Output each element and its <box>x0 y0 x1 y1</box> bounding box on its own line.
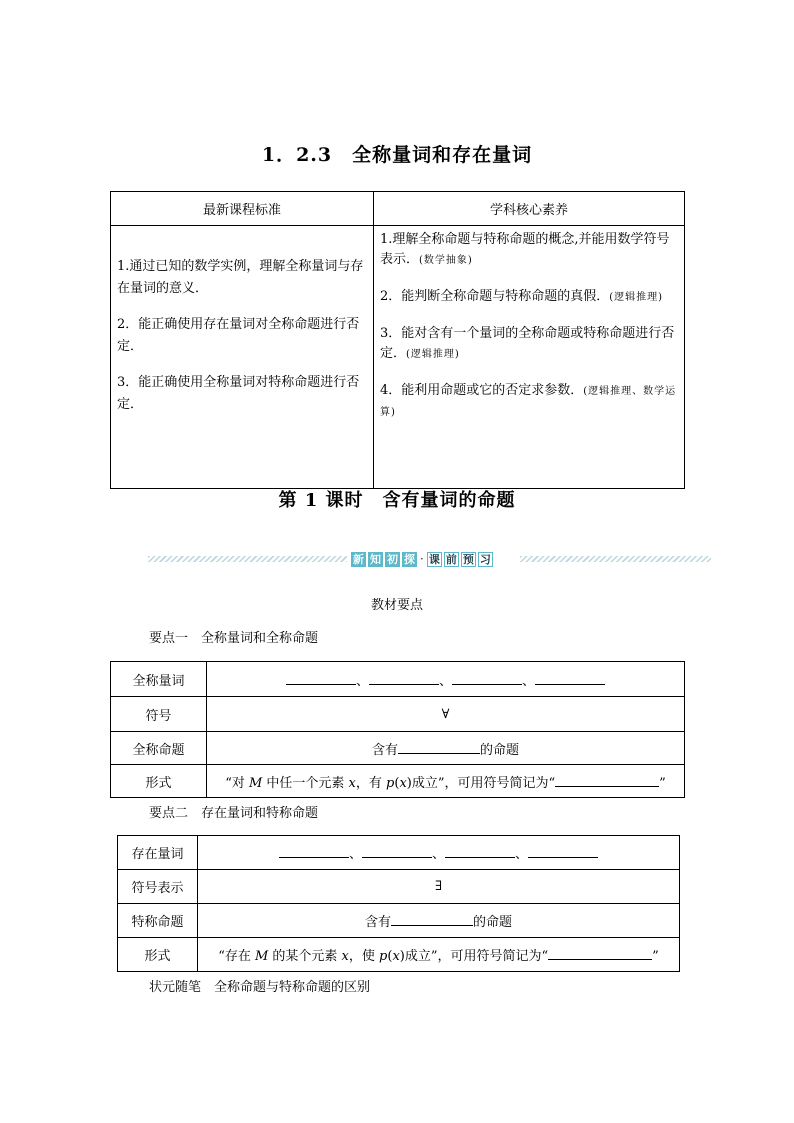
standards-header-right: 学科核心素养 <box>374 192 685 226</box>
fill-blank[interactable] <box>555 774 659 787</box>
fill-blank[interactable] <box>548 947 652 960</box>
banner-char: 课 <box>428 553 440 566</box>
standard-item: 2．能正确使用存在量词对全称命题进行否定． <box>117 317 360 354</box>
curriculum-standards-cell <box>111 226 374 489</box>
existential-proposition-label: 特称命题 <box>118 904 198 938</box>
universal-proposition-label: 全称命题 <box>111 732 207 765</box>
existential-quantifier-table <box>117 835 680 972</box>
universal-quantifier-blanks: 、 、 、 <box>207 662 685 697</box>
existential-form-value: “存在 M 的某个元素 x，使 p(x)成立”，可用符号简记为“ ” <box>198 938 680 972</box>
symbol-label: 符号 <box>111 697 207 732</box>
lesson-title: 第 1 课时 含有量词的命题 <box>278 490 516 511</box>
universal-proposition-value: 含有 的命题 <box>207 732 685 765</box>
fill-blank[interactable] <box>369 672 439 685</box>
fill-blank[interactable] <box>279 845 349 858</box>
core-literacy-cell <box>374 226 685 489</box>
existential-symbol: ∃ <box>198 870 680 904</box>
standards-table <box>110 191 685 489</box>
banner-char: 探 <box>404 553 415 566</box>
fill-blank[interactable] <box>535 672 605 685</box>
section-banner <box>148 551 711 567</box>
standard-item: 1.通过已知的数学实例，理解全称量词与存在量词的意义． <box>117 259 364 296</box>
banner-char: 习 <box>479 553 491 566</box>
literacy-note: (逻辑推理) <box>406 349 460 360</box>
banner-char: 预 <box>462 553 474 566</box>
note-heading: 状元随笔 全称命题与特称命题的区别 <box>149 980 371 995</box>
fill-blank[interactable] <box>286 672 356 685</box>
form-label: 形式 <box>111 765 207 798</box>
literacy-note: (逻辑推理、数学运算) <box>380 386 677 418</box>
universal-quantifier-table <box>110 661 685 798</box>
literacy-item: 1.理解全称命题与特称命题的概念,并能用数学符号表示．(数学抽象) <box>380 232 670 267</box>
fill-blank[interactable] <box>398 741 480 754</box>
literacy-item: 3．能对含有一个量词的全称命题或特称命题进行否定．(逻辑推理) <box>380 326 675 361</box>
banner-char: 初 <box>387 553 398 566</box>
material-title: 教材要点 <box>370 598 423 613</box>
banner-char: 前 <box>445 553 457 566</box>
banner-separator: · <box>420 552 424 566</box>
point-two-heading: 要点二 存在量词和特称命题 <box>149 806 319 821</box>
fill-blank[interactable] <box>452 672 522 685</box>
standards-header-left: 最新课程标准 <box>111 192 374 226</box>
point-one-heading: 要点一 全称量词和全称命题 <box>149 631 319 646</box>
universal-quantifier-label: 全称量词 <box>111 662 207 697</box>
banner-stripe-left <box>148 556 347 562</box>
banner-badges <box>351 551 493 567</box>
symbol-notation-label: 符号表示 <box>118 870 198 904</box>
banner-char: 新 <box>353 553 364 566</box>
standard-item: 3．能正确使用全称量词对特称命题进行否定． <box>117 375 360 412</box>
literacy-item: 2．能判断全称命题与特称命题的真假．(逻辑推理) <box>380 289 664 304</box>
fill-blank[interactable] <box>445 845 515 858</box>
section-title: 1．2.3 全称量词和存在量词 <box>261 144 533 166</box>
fill-blank[interactable] <box>362 845 432 858</box>
banner-char: 知 <box>370 553 381 566</box>
existential-proposition-value: 含有 的命题 <box>198 904 680 938</box>
existential-quantifier-blanks: 、 、 、 <box>198 836 680 870</box>
universal-form-value: “对 M 中任一个元素 x，有 p(x)成立”，可用符号简记为“ ” <box>207 765 685 798</box>
literacy-note: (逻辑推理) <box>609 292 664 303</box>
universal-symbol: ∀ <box>207 697 685 732</box>
fill-blank[interactable] <box>528 845 598 858</box>
fill-blank[interactable] <box>391 913 473 926</box>
literacy-item: 4．能利用命题或它的否定求参数．(逻辑推理、数学运算) <box>380 383 677 418</box>
existential-quantifier-label: 存在量词 <box>118 836 198 870</box>
literacy-note: (数学抽象) <box>419 255 473 266</box>
form-label: 形式 <box>118 938 198 972</box>
banner-stripe-right <box>520 556 711 562</box>
